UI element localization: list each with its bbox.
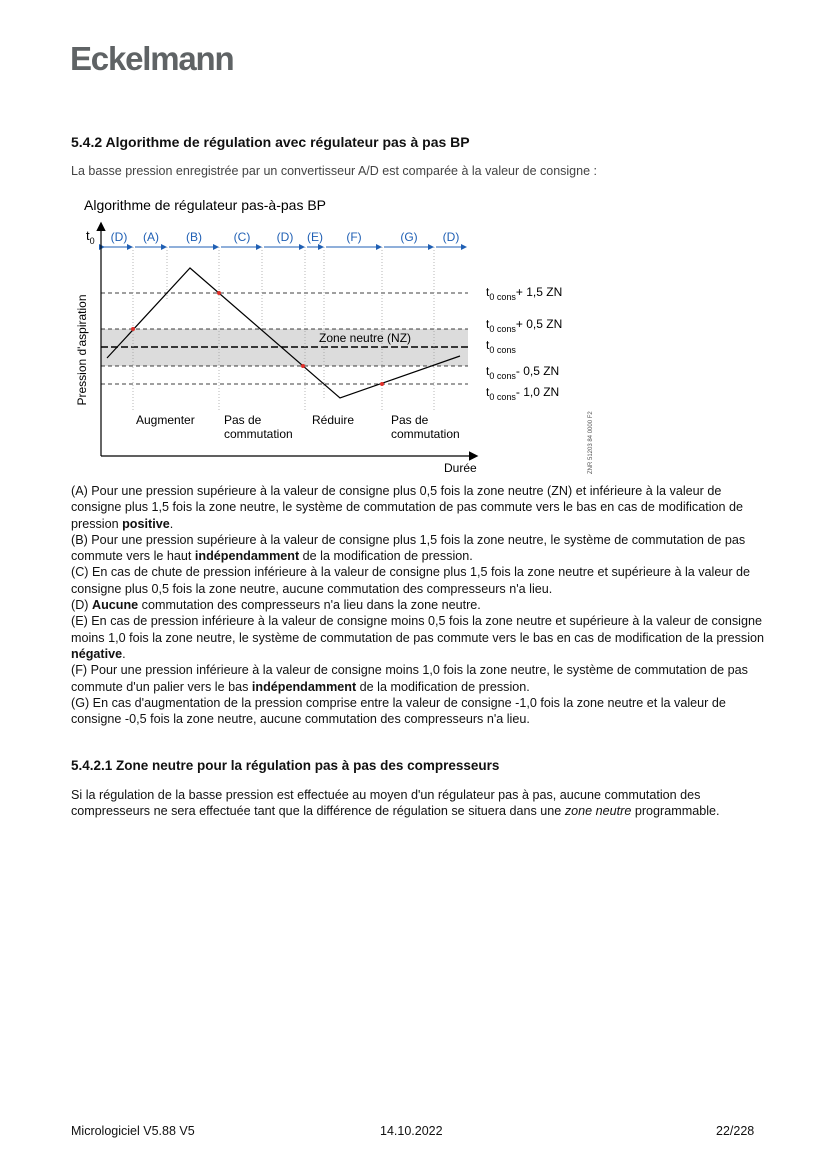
paragraph bbox=[71, 695, 771, 728]
bold-text: positive bbox=[122, 516, 170, 531]
eckelmann-logo: Eckelmann bbox=[70, 40, 234, 77]
bold-text: Aucune bbox=[91, 598, 139, 613]
figure-code: ZNR 51203 84 0000 F2 bbox=[588, 411, 594, 474]
level-label-plus-0-5: $t_{0 cons}+ 0,5$ ZN bbox=[486, 317, 563, 334]
paragraph bbox=[71, 532, 771, 565]
zone-label-b: (B) bbox=[186, 230, 202, 244]
text-run: (F) Pour une pression inférieure à la valeur de consigne moins 1,0 fois la zone neutre, le système de commutation de pas commute d'un palier vers le bas bbox=[71, 663, 748, 694]
level-label-plus-1-5: $t_{0 cons}+ 1,5$ ZN bbox=[486, 285, 563, 302]
action-reduce: Réduire bbox=[312, 413, 355, 427]
zone-label-a: (A) bbox=[143, 230, 159, 244]
text-run: de la modification de pression. bbox=[356, 679, 530, 694]
text-run: Si la régulation de la basse pression est effectuée au moyen d'un régulateur pas à pas, aucune commutation des compresseurs ne sera effectuée tant que la différence de régulation se situera dans une bbox=[71, 788, 701, 819]
y-axis-label: Pression d'aspiration bbox=[75, 294, 89, 406]
action-no-switch-2b: commutation bbox=[391, 427, 460, 441]
paragraph bbox=[71, 613, 771, 662]
action-no-switch-1b: commutation bbox=[224, 427, 293, 441]
zone-label-d: (D) bbox=[276, 230, 294, 244]
text-run: (C) En cas de chute de pression inférieure à la valeur de consigne plus 1,5 fois la zone neutre et supérieure à la valeur de consigne plus 0,5 fois la zone neutre, aucune commutation des compresseurs n'a lieu. bbox=[71, 565, 751, 596]
neutral-zone-label: Zone neutre (NZ) bbox=[319, 331, 412, 345]
zone-label-f: (F) bbox=[346, 230, 362, 244]
bold-text: indépendamment bbox=[194, 549, 300, 564]
zone-label-c: (C) bbox=[233, 230, 251, 244]
action-no-switch-1: Pas de bbox=[224, 413, 262, 427]
text-run: (E) En cas de pression inférieure à la valeur de consigne moins 0,5 fois la zone neutre et supérieure à la valeur de consigne moins 1,0 fois la zone neutre, le système de commutation de pas commute vers le bas en cas de modification de la pression bbox=[71, 614, 765, 645]
bold-text: négative bbox=[71, 646, 123, 661]
footer-software-version: Micrologiciel V5.88 V5 bbox=[71, 1124, 195, 1138]
text-run: . bbox=[122, 646, 126, 661]
zone-label-d: (D) bbox=[110, 230, 128, 244]
zone-label-e: (E) bbox=[307, 230, 323, 244]
level-label-minus-0-5: $t_{0 cons}-$ 0,5 ZN bbox=[486, 364, 560, 381]
footer-page-number: 22/228 bbox=[716, 1124, 755, 1138]
action-no-switch-2: Pas de bbox=[391, 413, 429, 427]
section-heading: 5.4.2 Algorithme de régulation avec régulateur pas à pas BP bbox=[71, 134, 470, 150]
diagram-title: Algorithme de régulateur pas-à-pas BP bbox=[84, 197, 327, 213]
text-run: (G) En cas d'augmentation de la pression comprise entre la valeur de consigne -1,0 fois la zone neutre et la valeur de consigne -0,5 fois la zone neutre, aucune commutation des compresseurs n'a lieu. bbox=[71, 695, 726, 727]
italic-text: zone neutre bbox=[564, 804, 632, 819]
text-run: de la modification de pression. bbox=[299, 549, 473, 564]
intro-text: La basse pression enregistrée par un convertisseur A/D est comparée à la valeur de consigne : bbox=[71, 164, 597, 178]
paragraph bbox=[71, 662, 771, 695]
zone-label-g: (G) bbox=[400, 230, 418, 244]
paragraph bbox=[71, 483, 771, 532]
action-increase: Augmenter bbox=[136, 413, 195, 427]
neutral-zone-paragraph bbox=[71, 787, 771, 820]
text-run: commutation des compresseurs n'a lieu dans la zone neutre. bbox=[138, 598, 481, 613]
text-run: (A) Pour une pression supérieure à la valeur de consigne plus 0,5 fois la zone neutre (ZN) et inférieure à la valeur de consigne plus 1,5 fois la zone neutre, le système de commutation de pas commute vers le bas en cas de modification de pression bbox=[71, 484, 744, 531]
subsection-heading: 5.4.2.1 Zone neutre pour la régulation pas à pas des compresseurs bbox=[71, 758, 500, 773]
paragraph bbox=[71, 597, 771, 613]
level-label-setpoint: $t_{0 cons}$ bbox=[486, 338, 516, 355]
text-run: (D) bbox=[71, 598, 92, 613]
bold-text: indépendamment bbox=[251, 679, 357, 694]
level-label-minus-1-0: $t_{0 cons}-$ 1,0 ZN bbox=[486, 385, 560, 402]
footer-date: 14.10.2022 bbox=[380, 1124, 443, 1138]
y-top-label: $t_0$ bbox=[86, 228, 95, 246]
x-axis-label: Durée bbox=[444, 461, 477, 475]
text-run: . bbox=[169, 516, 174, 531]
description-paragraphs bbox=[71, 483, 771, 727]
text-run: (B) Pour une pression supérieure à la valeur de consigne plus 1,5 fois la zone neutre, le système de commutation de pas commute vers le haut bbox=[71, 532, 746, 564]
zone-label-d: (D) bbox=[442, 230, 460, 244]
paragraph bbox=[71, 564, 771, 597]
text-run: programmable. bbox=[631, 804, 720, 819]
regulation-diagram bbox=[0, 0, 827, 480]
